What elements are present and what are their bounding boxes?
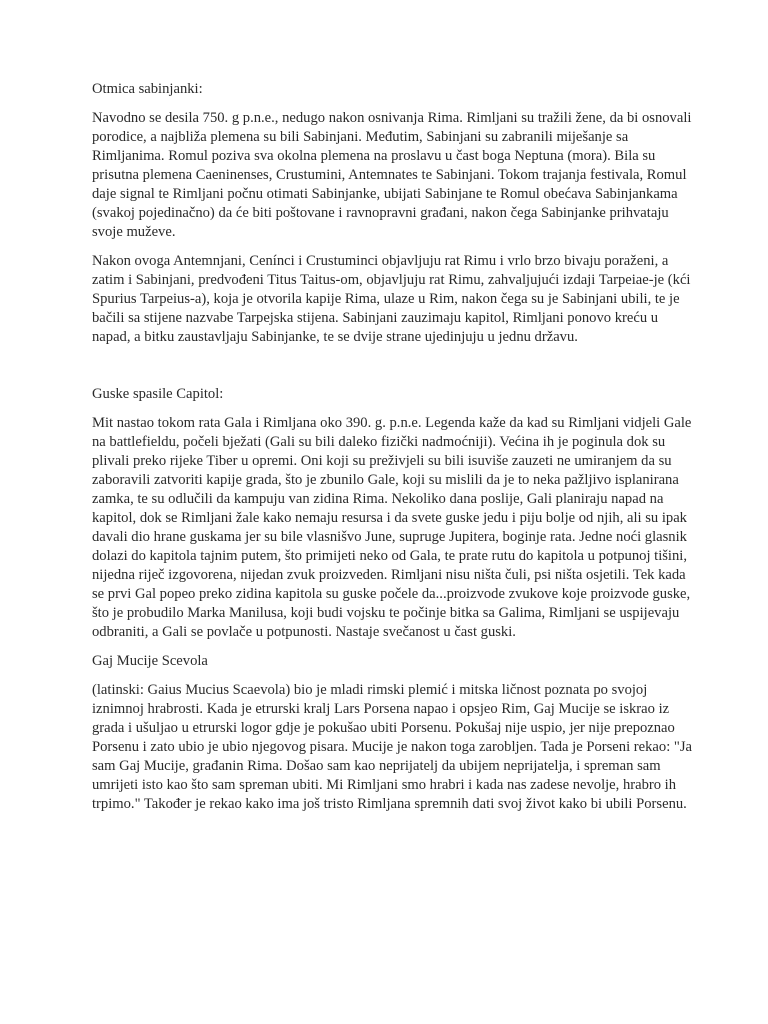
section-heading: Otmica sabinjanki: <box>92 81 203 97</box>
section-gaj-mucije-scevola <box>92 652 692 814</box>
paragraph: (latinski: Gaius Mucius Scaevola) bio je mladi rimski plemić i mitska ličnost poznata po svojoj iznimnoj hrabrosti. Kada je etrurski kralj Lars Porsena napao i opsjeo Rim, Gaj Mucije se iskrao iz grada i ušuljao u etrurski logor gdje je pokušao ubiti Porsenu. Pokušaj nije uspio, jer nije prepoznao Porsenu i zato ubio je ubio njegovog pisara. Mucije je nakon toga zarobljen. Tada je Porseni rekao: "Ja sam Gaj Mucije, građanin Rima. Došao sam kao neprijatelj da ubijem neprijatelja, i spreman sam umrijeti isto kao što sam spreman ubiti. Mi Rimljani smo hrabri i kada nas zadese nevolje, hrabro ih trpimo." Također je rekao kako ima još tristo Rimljana spremnih dati svoj život kako bi ubili Porsenu. <box>92 682 693 812</box>
section-heading: Gaj Mucije Scevola <box>92 653 208 669</box>
section-guske-spasile-capitol <box>92 385 692 642</box>
section-heading: Guske spasile Capitol: <box>92 386 224 402</box>
blank-line <box>92 357 692 385</box>
paragraph: Mit nastao tokom rata Gala i Rimljana oko 390. g. p.n.e. Legenda kaže da kad su Rimljani vidjeli Gale na battlefieldu, počeli bježati (Gali su bili daleko fizički nadmoćniji). Većina ih je poginula dok su plivali preko rijeke Tiber u opremi. Oni koji su preživjeli su bili isuviše zauzeti ne umiranjem da su zaboravili zatvoriti kapije grada, što je zbunilo Gale, koji su mislili da je to neka pažljivo isplanirana zamka, te su odlučili da kampuju van zidina Rima. Nekoliko dana poslije, Gali planiraju napad na kapitol, dok se Rimljani žale kako nemaju resursa i da svete guske jedu i piju bolje od njih, ali su ipak davali dio hrane guskama jer su bile vlasnišvo June, supruge Jupitera, boginje rata. Jedne noći glasnik dolazi do kapitola tajnim putem, što primijeti neko od Gala, te prate rutu do kapitola u potpunoj tišini, nijedna riječ izgovorena, nijedan zvuk proizveden. Rimljani nisu ništa čuli, psi ništa osjetili. Tek kada se prvi Gal popeo preko zidina kapitola su guske počele da...proizvode zvukove koje proizvode guske, što je probudilo Marka Manilusa, koji budi vojsku te počinje bitka sa Galima, Rimljani se uspijevaju odbraniti, a Gali se povlače u potpunosti. Nastaje svečanost u čast guski. <box>92 415 692 640</box>
paragraph: Nakon ovoga Antemnjani, Cenínci i Crustuminci objavljuju rat Rimu i vrlo brzo bivaju poraženi, a zatim i Sabinjani, predvođeni Titus Taitus-om, objavljuju rat Rimu, zahvaljujući izdaji Tarpeiae-je (kći Spurius Tarpeius-a), koja je otvorila kapije Rima, ulaze u Rim, nakon čega su je Sabinjani ubili, te je bačili sa stijene nazvabe Tarpejska stijena. Sabinjani zauzimaju kapitol, Rimljani ponovo kreću u napad, a bitku zaustavljaju Sabinjanke, te se dvije strane ujedinjuju u jednu državu. <box>92 253 691 345</box>
section-otmica-sabinjanki <box>92 80 692 347</box>
paragraph: Navodno se desila 750. g p.n.e., nedugo nakon osnivanja Rima. Rimljani su tražili žene, da bi osnovali porodice, a najbliža plemena su bili Sabinjani. Međutim, Sabinjani su zabranili miješanje sa Rimljanima. Romul poziva sva okolna plemena na proslavu u čast boga Neptuna (mora). Bila su prisutna plemena Caeninenses, Crustumini, Antemnates te Sabinjani. Tokom trajanja festivala, Romul daje signal te Rimljani počnu otimati Sabinjanke, ubijati Sabinjane te Romul obećava Sabinjankama (svakoj pojedinačno) da će biti poštovane i ravnopravni građani, nakon čega Sabinjanke prihvataju svoje muževe. <box>92 110 692 240</box>
document-page <box>92 80 692 824</box>
